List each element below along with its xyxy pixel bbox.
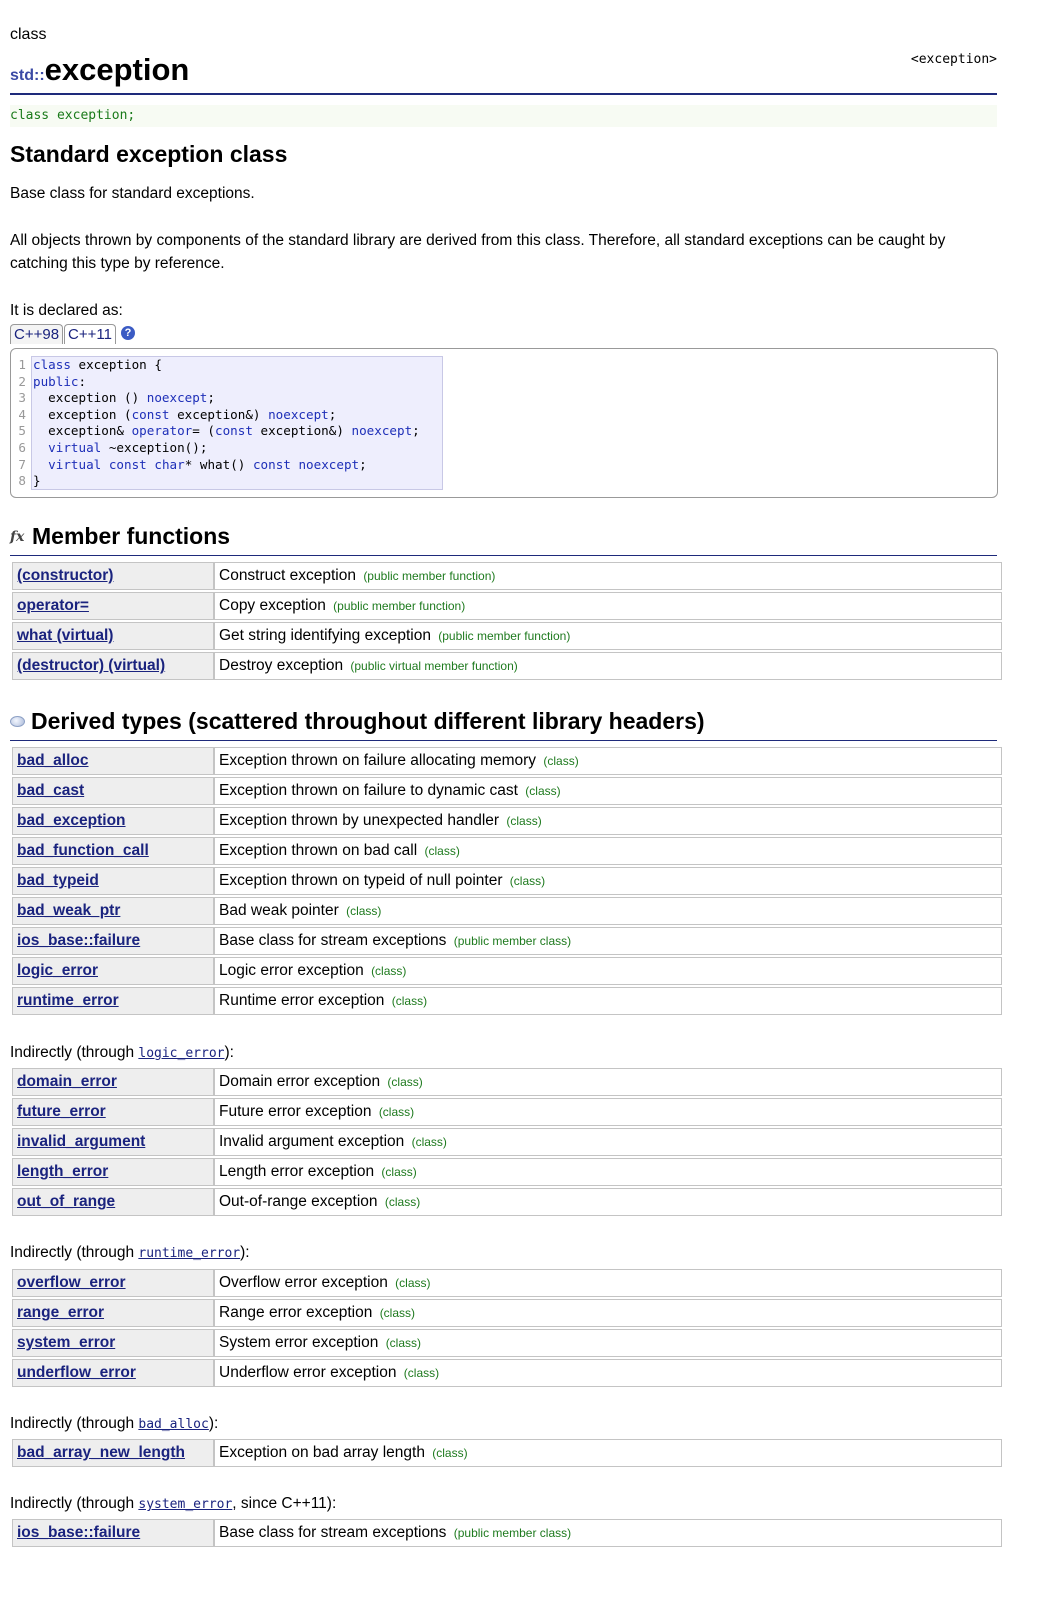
ref-kind: (class) [525, 784, 561, 798]
ref-description: Destroy exception [219, 657, 344, 674]
ref-desc-cell [214, 1329, 1002, 1357]
code-text: exception (const exception&) noexcept; [33, 406, 337, 422]
ref-link[interactable]: logic_error [17, 962, 98, 979]
line-number: 7 [18, 456, 26, 472]
indirect-runtime-error-label: Indirectly (through runtime_error): [10, 1244, 250, 1261]
ref-link[interactable]: what (virtual) [17, 627, 114, 644]
ref-name-cell [12, 1098, 214, 1126]
table-row [12, 1269, 1002, 1297]
ref-description: Exception thrown on failure to dynamic cast [219, 782, 518, 799]
ref-description: Invalid argument exception [219, 1133, 405, 1150]
ref-link[interactable]: runtime_error [17, 992, 119, 1009]
ref-desc-cell [214, 1269, 1002, 1297]
ref-description: Overflow error exception [219, 1274, 388, 1291]
indirect-logic-error-label: Indirectly (through logic_error): [10, 1044, 234, 1061]
ref-name-cell [12, 897, 214, 925]
ref-name-cell [12, 747, 214, 775]
table-row [12, 592, 1002, 620]
ref-name-cell [12, 562, 214, 590]
table-row [12, 1128, 1002, 1156]
ref-description: Logic error exception [219, 962, 364, 979]
ref-kind: (class) [379, 1306, 416, 1320]
ref-description: Base class for stream exceptions [219, 932, 447, 949]
indirect-system-error-table [12, 1517, 1002, 1549]
ref-description: Bad weak pointer [219, 902, 339, 919]
ref-description: Domain error exception [219, 1073, 381, 1090]
ref-link[interactable]: out_of_range [17, 1193, 116, 1210]
ref-description: Copy exception [219, 597, 326, 614]
ref-kind: (public member function) [363, 569, 496, 583]
code-text: } [33, 473, 41, 489]
class-icon [10, 716, 25, 727]
help-icon[interactable]: ? [121, 326, 135, 340]
ref-name-cell [12, 1128, 214, 1156]
code-text: exception& operator= (const exception&) noexcept; [33, 423, 420, 439]
ref-link[interactable]: ios_base::failure [17, 1524, 141, 1541]
ref-description: Runtime error exception [219, 992, 385, 1009]
derived-types-label: Derived types (scattered throughout different library headers) [31, 708, 705, 734]
code-text: public: [33, 373, 87, 389]
ref-desc-cell [214, 747, 1002, 775]
ref-kind: (public member class) [453, 1526, 572, 1540]
indirect-runtime-error-table [12, 1267, 1002, 1389]
ref-link[interactable]: range_error [17, 1304, 105, 1321]
ref-name-cell [12, 957, 214, 985]
line-number: 5 [18, 423, 26, 439]
table-row [12, 1068, 1002, 1096]
ref-desc-cell [214, 867, 1002, 895]
title-divider [10, 93, 997, 95]
member-functions-table [12, 560, 1002, 682]
table-row [12, 957, 1002, 985]
ref-link[interactable]: bad_typeid [17, 872, 99, 889]
ref-desc-cell [214, 777, 1002, 805]
ref-name-cell [12, 1329, 214, 1357]
ref-kind: (class) [432, 1446, 468, 1460]
line-number: 1 [18, 357, 26, 372]
table-row [12, 1329, 1002, 1357]
system-error-link[interactable]: system_error [138, 1497, 233, 1512]
ref-name-cell [12, 867, 214, 895]
ref-desc-cell [214, 1128, 1002, 1156]
ref-link[interactable]: domain_error [17, 1073, 117, 1090]
ref-desc-cell [214, 927, 1002, 955]
ref-desc-cell [214, 837, 1002, 865]
indirect-system-error-label: Indirectly (through system_error, since C++11): [10, 1495, 337, 1512]
bad-alloc-link[interactable]: bad_alloc [138, 1417, 209, 1432]
ref-desc-cell [214, 1098, 1002, 1126]
ref-description: Out-of-range exception [219, 1193, 378, 1210]
ref-desc-cell [214, 1188, 1002, 1216]
ref-link[interactable]: bad_function_call [17, 842, 149, 859]
ref-name-cell [12, 1269, 214, 1297]
table-row [12, 807, 1002, 835]
ref-kind: (class) [506, 814, 542, 828]
ref-description: Construct exception [219, 567, 356, 584]
ref-link[interactable]: bad_alloc [17, 752, 89, 769]
ref-description: Exception thrown on typeid of null pointer [219, 872, 503, 889]
table-row [12, 562, 1002, 590]
table-row [12, 652, 1002, 680]
class-name: exception [44, 52, 190, 87]
page-title [10, 52, 189, 88]
table-row [12, 747, 1002, 775]
indirect-bad-alloc-label: Indirectly (through bad_alloc): [10, 1415, 219, 1432]
header-file-link[interactable]: <exception> [910, 52, 997, 67]
ref-kind: (class) [403, 1366, 440, 1380]
heading: Standard exception class [10, 141, 288, 167]
code-panel [10, 348, 998, 498]
code-line [18, 456, 442, 474]
derived-types-title [10, 708, 705, 735]
table-row [12, 777, 1002, 805]
ref-link[interactable]: bad_cast [17, 782, 85, 799]
ref-description: Range error exception [219, 1304, 373, 1321]
ref-name-cell [12, 1158, 214, 1186]
member-functions-label: Member functions [32, 523, 231, 549]
ref-desc-cell [214, 1519, 1002, 1547]
code-text: exception () noexcept; [33, 390, 215, 406]
table-row [12, 1439, 1002, 1467]
ref-description: Get string identifying exception [219, 627, 431, 644]
function-icon: fx [10, 528, 25, 545]
ref-kind: (class) [543, 754, 579, 768]
ref-desc-cell [214, 897, 1002, 925]
ref-link[interactable]: system_error [17, 1334, 116, 1351]
runtime-error-link[interactable]: runtime_error [138, 1246, 241, 1261]
ref-name-cell [12, 652, 214, 680]
code-text: virtual ~exception(); [48, 439, 208, 455]
ref-name-cell [12, 1299, 214, 1327]
line-number: 4 [18, 406, 26, 422]
ref-description: Base class for stream exceptions [219, 1524, 447, 1541]
ref-desc-cell [214, 987, 1002, 1015]
ref-link[interactable]: operator= [17, 597, 89, 614]
ref-kind: (class) [346, 904, 382, 918]
ref-kind: (class) [411, 1135, 447, 1149]
ref-kind: (class) [385, 1336, 422, 1350]
ref-name-cell [12, 1519, 214, 1547]
ref-desc-cell [214, 1439, 1002, 1467]
ref-name-cell [12, 1188, 214, 1216]
tab-cpp98[interactable]: C++98 [10, 324, 63, 344]
ref-name-cell [12, 1068, 214, 1096]
ref-link[interactable]: (destructor) (virtual) [17, 657, 166, 674]
tab-cpp11[interactable]: C++11 [64, 324, 116, 344]
ref-name-cell [12, 1439, 214, 1467]
ref-kind: (class) [381, 1165, 417, 1179]
ref-link[interactable]: future_error [17, 1103, 106, 1120]
ref-desc-cell [214, 807, 1002, 835]
table-row [12, 1519, 1002, 1547]
code-line [18, 390, 442, 407]
ref-name-cell [12, 777, 214, 805]
code-line [18, 473, 442, 490]
ref-name-cell [12, 1359, 214, 1387]
table-row [12, 987, 1002, 1015]
table-row [12, 1299, 1002, 1327]
ref-link[interactable]: overflow_error [17, 1274, 126, 1291]
derived-types-divider [10, 740, 997, 741]
table-row [12, 897, 1002, 925]
ref-kind: (class) [378, 1105, 415, 1119]
table-row [12, 927, 1002, 955]
declared-as-label: It is declared as: [10, 302, 123, 319]
kind-label: class [10, 26, 47, 43]
ref-name-cell [12, 592, 214, 620]
member-functions-title [10, 523, 230, 550]
ref-desc-cell [214, 1359, 1002, 1387]
ref-name-cell [12, 807, 214, 835]
code-line [18, 357, 442, 374]
ref-link[interactable]: underflow_error [17, 1364, 136, 1381]
ref-link[interactable]: bad_array_new_length [17, 1444, 185, 1461]
line-number: 6 [18, 439, 26, 455]
ref-desc-cell [214, 652, 1002, 680]
ref-kind: (class) [391, 994, 428, 1008]
summary: Base class for standard exceptions. [10, 185, 255, 202]
ref-kind: (public member function) [438, 629, 571, 643]
ref-link[interactable]: invalid_argument [17, 1133, 146, 1150]
ref-name-cell [12, 837, 214, 865]
ref-description: Underflow error exception [219, 1364, 397, 1381]
ref-name-cell [12, 622, 214, 650]
ref-kind: (public virtual member function) [350, 659, 518, 673]
ref-link[interactable]: bad_weak_ptr [17, 902, 121, 919]
ref-kind: (public member class) [453, 934, 572, 948]
ref-description: Length error exception [219, 1163, 375, 1180]
ref-kind: (class) [387, 1075, 423, 1089]
code-line [18, 373, 442, 391]
ref-desc-cell [214, 957, 1002, 985]
table-row [12, 1158, 1002, 1186]
table-row [12, 1188, 1002, 1216]
ref-description: Exception thrown on bad call [219, 842, 418, 859]
ref-kind: (class) [509, 874, 546, 888]
ref-link[interactable]: length_error [17, 1163, 109, 1180]
code-block [18, 356, 443, 490]
code-line [18, 406, 442, 424]
member-functions-divider [10, 555, 997, 556]
ref-description: Exception thrown on failure allocating memory [219, 752, 537, 769]
ref-link[interactable]: (constructor) [17, 567, 114, 584]
ref-link[interactable]: bad_exception [17, 812, 126, 829]
version-tabs [10, 324, 135, 344]
logic-error-link[interactable]: logic_error [138, 1046, 225, 1061]
ref-desc-cell [214, 592, 1002, 620]
table-row [12, 1359, 1002, 1387]
namespace-prefix: std:: [10, 67, 45, 84]
code-line [18, 423, 442, 440]
ref-kind: (class) [424, 844, 460, 858]
ref-kind: (public member function) [333, 599, 466, 613]
code-text: class exception { [33, 357, 162, 372]
ref-desc-cell [214, 1299, 1002, 1327]
prototype: class exception; [10, 105, 997, 127]
ref-name-cell [12, 987, 214, 1015]
ref-name-cell [12, 927, 214, 955]
line-number: 2 [18, 373, 26, 389]
description: All objects thrown by components of the standard library are derived from this class. Therefore, all standard exceptions can be caught by catching this type by reference. [10, 232, 946, 272]
code-line [18, 439, 442, 457]
code-text: virtual const char* what() const noexcept; [48, 456, 367, 472]
ref-kind: (class) [395, 1276, 431, 1290]
ref-kind: (class) [384, 1195, 421, 1209]
indirect-bad-alloc-table [12, 1437, 1002, 1469]
ref-description: Exception on bad array length [219, 1444, 425, 1461]
line-number: 3 [18, 390, 26, 406]
ref-kind: (class) [371, 964, 407, 978]
table-row [12, 837, 1002, 865]
indirect-logic-error-table [12, 1066, 1002, 1218]
derived-types-table [12, 745, 1002, 1017]
ref-desc-cell [214, 562, 1002, 590]
ref-desc-cell [214, 622, 1002, 650]
ref-desc-cell [214, 1068, 1002, 1096]
line-number: 8 [18, 473, 26, 489]
table-row [12, 1098, 1002, 1126]
ref-description: System error exception [219, 1334, 379, 1351]
ref-description: Future error exception [219, 1103, 372, 1120]
table-row [12, 622, 1002, 650]
ref-description: Exception thrown by unexpected handler [219, 812, 500, 829]
ref-desc-cell [214, 1158, 1002, 1186]
table-row [12, 867, 1002, 895]
ref-link[interactable]: ios_base::failure [17, 932, 141, 949]
